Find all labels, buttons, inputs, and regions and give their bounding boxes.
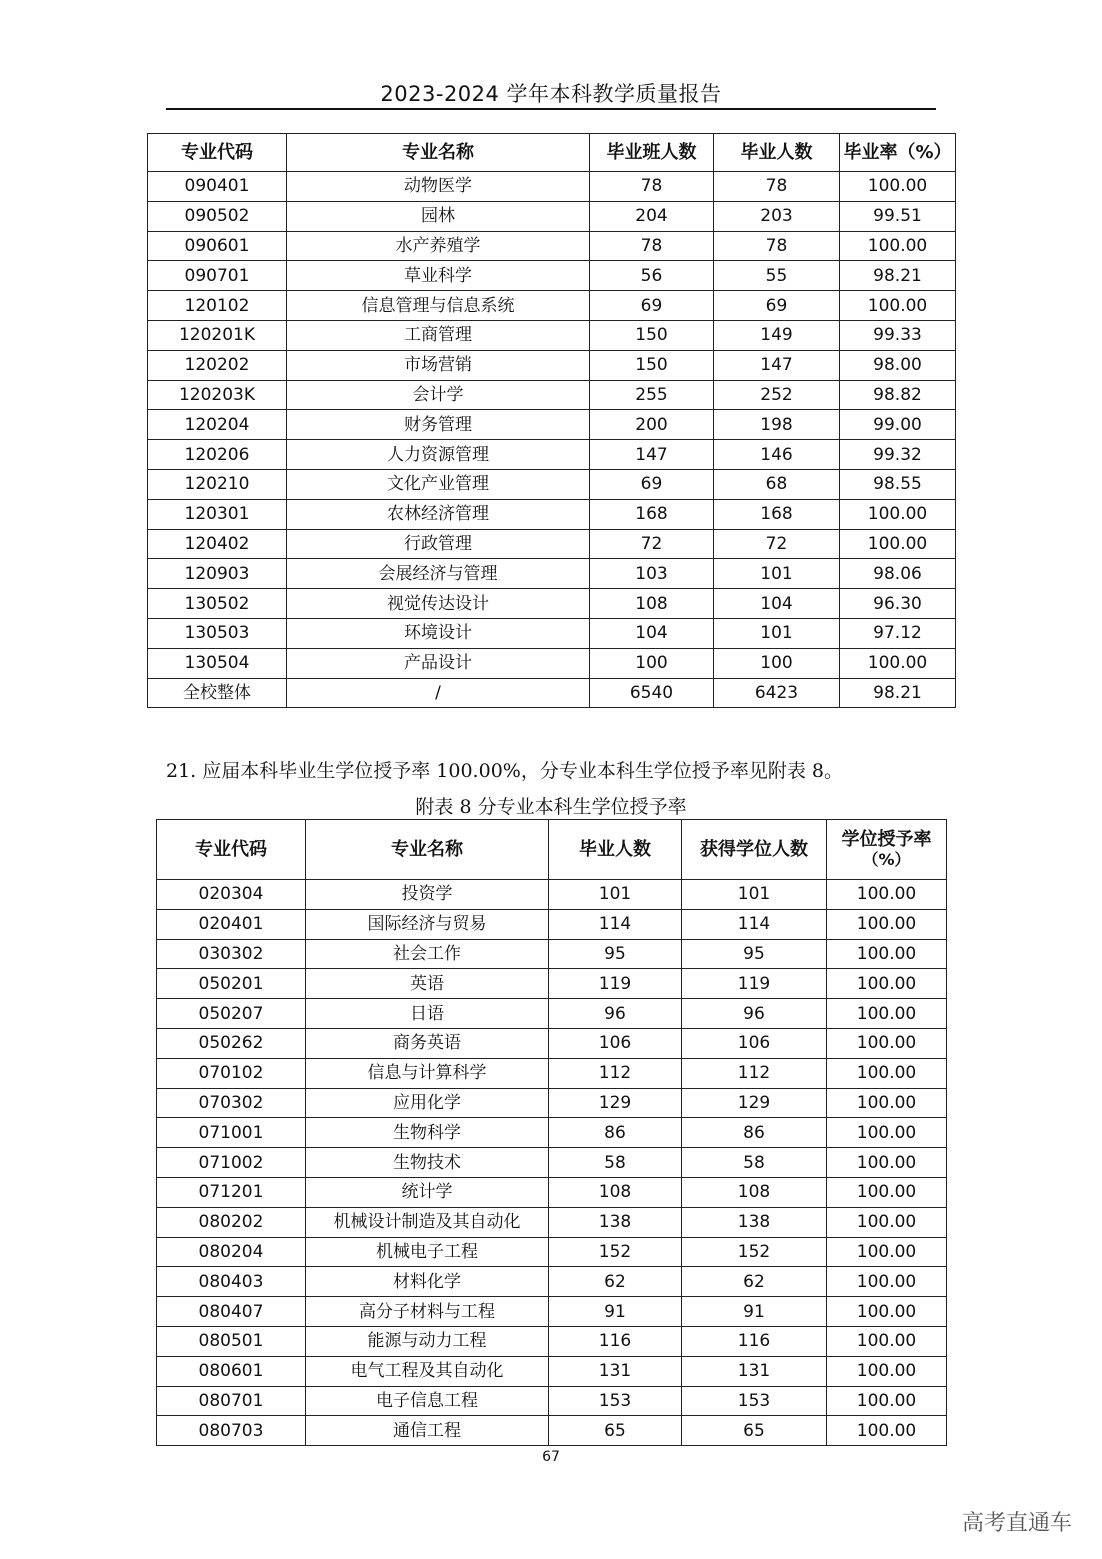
table-cell: 146 — [714, 440, 840, 470]
table-row — [148, 172, 956, 202]
table-cell: 96 — [549, 999, 682, 1029]
degree-rate-paragraph: 21. 应届本科毕业生学位授予率 100.00%，分专业本科生学位授予率见附表 8。 — [166, 760, 843, 782]
table-cell: 120204 — [148, 410, 287, 440]
table-cell: 080202 — [157, 1207, 306, 1237]
table-cell: 100.00 — [827, 880, 947, 910]
table-cell: 55 — [714, 261, 840, 291]
table-cell: 文化产业管理 — [287, 469, 590, 499]
table-cell: 95 — [682, 939, 827, 969]
table-cell: 机械电子工程 — [306, 1237, 549, 1267]
table-cell: 203 — [714, 201, 840, 231]
table-cell: 英语 — [306, 969, 549, 999]
table-row — [157, 880, 947, 910]
table-cell: 100.00 — [827, 1267, 947, 1297]
table-cell: 116 — [549, 1326, 682, 1356]
degree-award-rate-table — [156, 819, 947, 1446]
table-cell: 园林 — [287, 201, 590, 231]
table-cell: 72 — [590, 529, 714, 559]
table-cell: 86 — [682, 1118, 827, 1148]
column-header-line: 学位授予率 — [841, 828, 932, 850]
table-cell: 86 — [549, 1118, 682, 1148]
table-cell: 071001 — [157, 1118, 306, 1148]
column-header: 获得学位人数 — [682, 820, 827, 880]
table-cell: 56 — [590, 261, 714, 291]
table-cell: 152 — [682, 1237, 827, 1267]
table-cell: 080204 — [157, 1237, 306, 1267]
table-cell: 全校整体 — [148, 678, 287, 708]
table-cell: 100.00 — [827, 1207, 947, 1237]
table-cell: 99.00 — [840, 410, 956, 440]
table-cell: 168 — [714, 499, 840, 529]
table-cell: 78 — [590, 172, 714, 202]
table-cell: 58 — [682, 1148, 827, 1178]
table-cell: 100.00 — [840, 648, 956, 678]
table-cell: 252 — [714, 380, 840, 410]
table-row — [148, 529, 956, 559]
table-cell: 020401 — [157, 909, 306, 939]
column-header: 毕业率（%） — [840, 134, 956, 172]
table-row — [148, 261, 956, 291]
table-cell: 通信工程 — [306, 1416, 549, 1446]
table-cell: 153 — [682, 1386, 827, 1416]
table-cell: 150 — [590, 350, 714, 380]
table-cell: 信息管理与信息系统 — [287, 291, 590, 321]
table-cell: 090401 — [148, 172, 287, 202]
table-cell: 行政管理 — [287, 529, 590, 559]
table-cell: 100.00 — [840, 172, 956, 202]
table-row — [148, 440, 956, 470]
table-cell: 100.00 — [827, 969, 947, 999]
table-row — [157, 939, 947, 969]
table-cell: 95 — [549, 939, 682, 969]
table-cell: 100.00 — [840, 231, 956, 261]
table-cell: 6423 — [714, 678, 840, 708]
table-row — [148, 469, 956, 499]
table-cell: 030302 — [157, 939, 306, 969]
table-cell: 050207 — [157, 999, 306, 1029]
table-cell: 财务管理 — [287, 410, 590, 440]
table-cell: 120402 — [148, 529, 287, 559]
table-header-row — [148, 134, 956, 172]
table-cell: 98.00 — [840, 350, 956, 380]
table-row — [148, 350, 956, 380]
column-header: 毕业班人数 — [590, 134, 714, 172]
table-cell: 080403 — [157, 1267, 306, 1297]
table-cell: 108 — [549, 1177, 682, 1207]
table-cell: 电子信息工程 — [306, 1386, 549, 1416]
table-cell: 101 — [714, 618, 840, 648]
table-cell: 水产养殖学 — [287, 231, 590, 261]
table-cell: 100.00 — [827, 1148, 947, 1178]
table-row — [157, 969, 947, 999]
table-cell: 99.33 — [840, 320, 956, 350]
table-row — [148, 410, 956, 440]
table-cell: 138 — [682, 1207, 827, 1237]
table-cell: 119 — [682, 969, 827, 999]
table-cell: 080601 — [157, 1356, 306, 1386]
table-cell: 会计学 — [287, 380, 590, 410]
table-cell: 120102 — [148, 291, 287, 321]
table-cell: 78 — [590, 231, 714, 261]
table-cell: 080501 — [157, 1326, 306, 1356]
table-row — [148, 201, 956, 231]
table-cell: 96 — [682, 999, 827, 1029]
column-header: 专业名称 — [287, 134, 590, 172]
page-number: 67 — [542, 1449, 560, 1465]
table-cell: 国际经济与贸易 — [306, 909, 549, 939]
table-cell: 129 — [682, 1088, 827, 1118]
table-cell: 97.12 — [840, 618, 956, 648]
table-cell: 204 — [590, 201, 714, 231]
table-cell: 108 — [682, 1177, 827, 1207]
table-cell: 100.00 — [827, 1356, 947, 1386]
table-cell: 草业科学 — [287, 261, 590, 291]
table-cell: 91 — [549, 1297, 682, 1327]
table-cell: 69 — [590, 291, 714, 321]
table-cell: 65 — [682, 1416, 827, 1446]
table-cell: 147 — [590, 440, 714, 470]
table-cell: 152 — [549, 1237, 682, 1267]
header-rule — [166, 108, 936, 110]
table-cell: 198 — [714, 410, 840, 440]
table-cell: 98.21 — [840, 261, 956, 291]
column-header: 专业代码 — [148, 134, 287, 172]
table-cell: 119 — [549, 969, 682, 999]
table-cell: 100 — [714, 648, 840, 678]
table-cell: 视觉传达设计 — [287, 589, 590, 619]
table-row — [148, 380, 956, 410]
table-cell: 104 — [714, 589, 840, 619]
table-cell: 106 — [682, 1028, 827, 1058]
table-cell: 应用化学 — [306, 1088, 549, 1118]
table-row — [157, 1207, 947, 1237]
table-cell: 020304 — [157, 880, 306, 910]
table-cell: 信息与计算科学 — [306, 1058, 549, 1088]
table-row — [148, 499, 956, 529]
table-cell: 150 — [590, 320, 714, 350]
table-cell: 100.00 — [827, 1326, 947, 1356]
table-cell: 58 — [549, 1148, 682, 1178]
table-cell: 100.00 — [827, 1058, 947, 1088]
table-cell: 65 — [549, 1416, 682, 1446]
table-cell: 98.06 — [840, 559, 956, 589]
table-cell: 会展经济与管理 — [287, 559, 590, 589]
table-cell: 100.00 — [827, 1237, 947, 1267]
table-cell: 100.00 — [827, 1416, 947, 1446]
table-cell: 100.00 — [827, 1028, 947, 1058]
table-cell: 116 — [682, 1326, 827, 1356]
table-row — [157, 1297, 947, 1327]
table-cell: 149 — [714, 320, 840, 350]
table-cell: 生物科学 — [306, 1118, 549, 1148]
table-cell: 130504 — [148, 648, 287, 678]
table-row — [148, 589, 956, 619]
table-caption: 附表 8 分专业本科生学位授予率 — [415, 796, 687, 818]
table-cell: 080703 — [157, 1416, 306, 1446]
table-cell: 72 — [714, 529, 840, 559]
column-header-unit: （%） — [862, 849, 911, 869]
table-cell: 050262 — [157, 1028, 306, 1058]
table-cell: 100.00 — [827, 939, 947, 969]
table-cell: 101 — [714, 559, 840, 589]
table-row — [148, 231, 956, 261]
table-cell: 动物医学 — [287, 172, 590, 202]
table-cell: 100.00 — [827, 1118, 947, 1148]
table-cell: 统计学 — [306, 1177, 549, 1207]
table-cell: 市场营销 — [287, 350, 590, 380]
table-cell: 080407 — [157, 1297, 306, 1327]
table-cell: 080701 — [157, 1386, 306, 1416]
table-cell: 高分子材料与工程 — [306, 1297, 549, 1327]
table-cell: 101 — [682, 880, 827, 910]
table-cell: 日语 — [306, 999, 549, 1029]
table-cell: 101 — [549, 880, 682, 910]
table-cell: 104 — [590, 618, 714, 648]
table-cell: 114 — [549, 909, 682, 939]
column-header: 专业名称 — [306, 820, 549, 880]
table-row — [157, 1028, 947, 1058]
table-row — [157, 1237, 947, 1267]
table-cell: 131 — [549, 1356, 682, 1386]
table-cell: 78 — [714, 172, 840, 202]
table-row — [157, 1356, 947, 1386]
table-cell: 168 — [590, 499, 714, 529]
table-cell: 070302 — [157, 1088, 306, 1118]
table-cell: 100.00 — [827, 909, 947, 939]
table-cell: 050201 — [157, 969, 306, 999]
table-cell: 147 — [714, 350, 840, 380]
table-cell: 130503 — [148, 618, 287, 648]
table-cell: 120201K — [148, 320, 287, 350]
table-cell: 生物技术 — [306, 1148, 549, 1178]
table-cell: 112 — [682, 1058, 827, 1088]
table-cell: 98.21 — [840, 678, 956, 708]
table-cell: 120203K — [148, 380, 287, 410]
table-cell: 120301 — [148, 499, 287, 529]
table-cell: 62 — [549, 1267, 682, 1297]
table-cell: 电气工程及其自动化 — [306, 1356, 549, 1386]
table-cell: 社会工作 — [306, 939, 549, 969]
table-cell: 112 — [549, 1058, 682, 1088]
report-title: 2023-2024 学年本科教学质量报告 — [380, 82, 722, 106]
table-cell: 78 — [714, 231, 840, 261]
watermark: 高考直通车 — [961, 1511, 1072, 1536]
table-row — [157, 1148, 947, 1178]
graduation-rate-table — [147, 133, 956, 708]
table-cell: 机械设计制造及其自动化 — [306, 1207, 549, 1237]
table-cell: 255 — [590, 380, 714, 410]
table-row — [157, 1326, 947, 1356]
table-cell: 62 — [682, 1267, 827, 1297]
table-row — [157, 909, 947, 939]
table-row — [157, 1088, 947, 1118]
column-header: 毕业人数 — [549, 820, 682, 880]
table-cell: 69 — [590, 469, 714, 499]
table-cell: 100.00 — [827, 1088, 947, 1118]
table-row — [148, 678, 956, 708]
table-row — [148, 291, 956, 321]
table-cell: 能源与动力工程 — [306, 1326, 549, 1356]
column-header — [827, 820, 947, 880]
table-cell: / — [287, 678, 590, 708]
table-header-row — [157, 820, 947, 880]
table-cell: 99.51 — [840, 201, 956, 231]
table-row — [157, 999, 947, 1029]
table-cell: 环境设计 — [287, 618, 590, 648]
table-cell: 130502 — [148, 589, 287, 619]
table-cell: 69 — [714, 291, 840, 321]
table-cell: 138 — [549, 1207, 682, 1237]
table-row — [148, 648, 956, 678]
table-cell: 090502 — [148, 201, 287, 231]
table-row — [157, 1416, 947, 1446]
table-cell: 120206 — [148, 440, 287, 470]
table-row — [148, 618, 956, 648]
table-cell: 129 — [549, 1088, 682, 1118]
table-row — [157, 1058, 947, 1088]
table-cell: 131 — [682, 1356, 827, 1386]
table-cell: 98.55 — [840, 469, 956, 499]
column-header: 毕业人数 — [714, 134, 840, 172]
table-cell: 人力资源管理 — [287, 440, 590, 470]
table-cell: 114 — [682, 909, 827, 939]
table-cell: 91 — [682, 1297, 827, 1327]
table-cell: 100.00 — [827, 1177, 947, 1207]
table-cell: 120903 — [148, 559, 287, 589]
column-header: 专业代码 — [157, 820, 306, 880]
table-cell: 投资学 — [306, 880, 549, 910]
table-cell: 96.30 — [840, 589, 956, 619]
table-cell: 100 — [590, 648, 714, 678]
table-cell: 100.00 — [827, 1297, 947, 1327]
table-cell: 090601 — [148, 231, 287, 261]
table-cell: 070102 — [157, 1058, 306, 1088]
table-cell: 071201 — [157, 1177, 306, 1207]
table-cell: 98.82 — [840, 380, 956, 410]
table-cell: 090701 — [148, 261, 287, 291]
table-row — [148, 320, 956, 350]
table-cell: 108 — [590, 589, 714, 619]
table-cell: 6540 — [590, 678, 714, 708]
table-row — [157, 1267, 947, 1297]
table-cell: 100.00 — [827, 999, 947, 1029]
table-cell: 200 — [590, 410, 714, 440]
table-cell: 商务英语 — [306, 1028, 549, 1058]
table-cell: 153 — [549, 1386, 682, 1416]
table-cell: 120210 — [148, 469, 287, 499]
table-cell: 106 — [549, 1028, 682, 1058]
table-cell: 100.00 — [840, 529, 956, 559]
table-cell: 100.00 — [840, 291, 956, 321]
table-row — [157, 1118, 947, 1148]
table-cell: 99.32 — [840, 440, 956, 470]
table-cell: 100.00 — [840, 499, 956, 529]
table-row — [148, 559, 956, 589]
table-cell: 100.00 — [827, 1386, 947, 1416]
table-cell: 071002 — [157, 1148, 306, 1178]
table-cell: 103 — [590, 559, 714, 589]
table-cell: 工商管理 — [287, 320, 590, 350]
table-cell: 120202 — [148, 350, 287, 380]
table-cell: 68 — [714, 469, 840, 499]
table-cell: 产品设计 — [287, 648, 590, 678]
table-cell: 材料化学 — [306, 1267, 549, 1297]
table-cell: 农林经济管理 — [287, 499, 590, 529]
table-row — [157, 1177, 947, 1207]
table-row — [157, 1386, 947, 1416]
